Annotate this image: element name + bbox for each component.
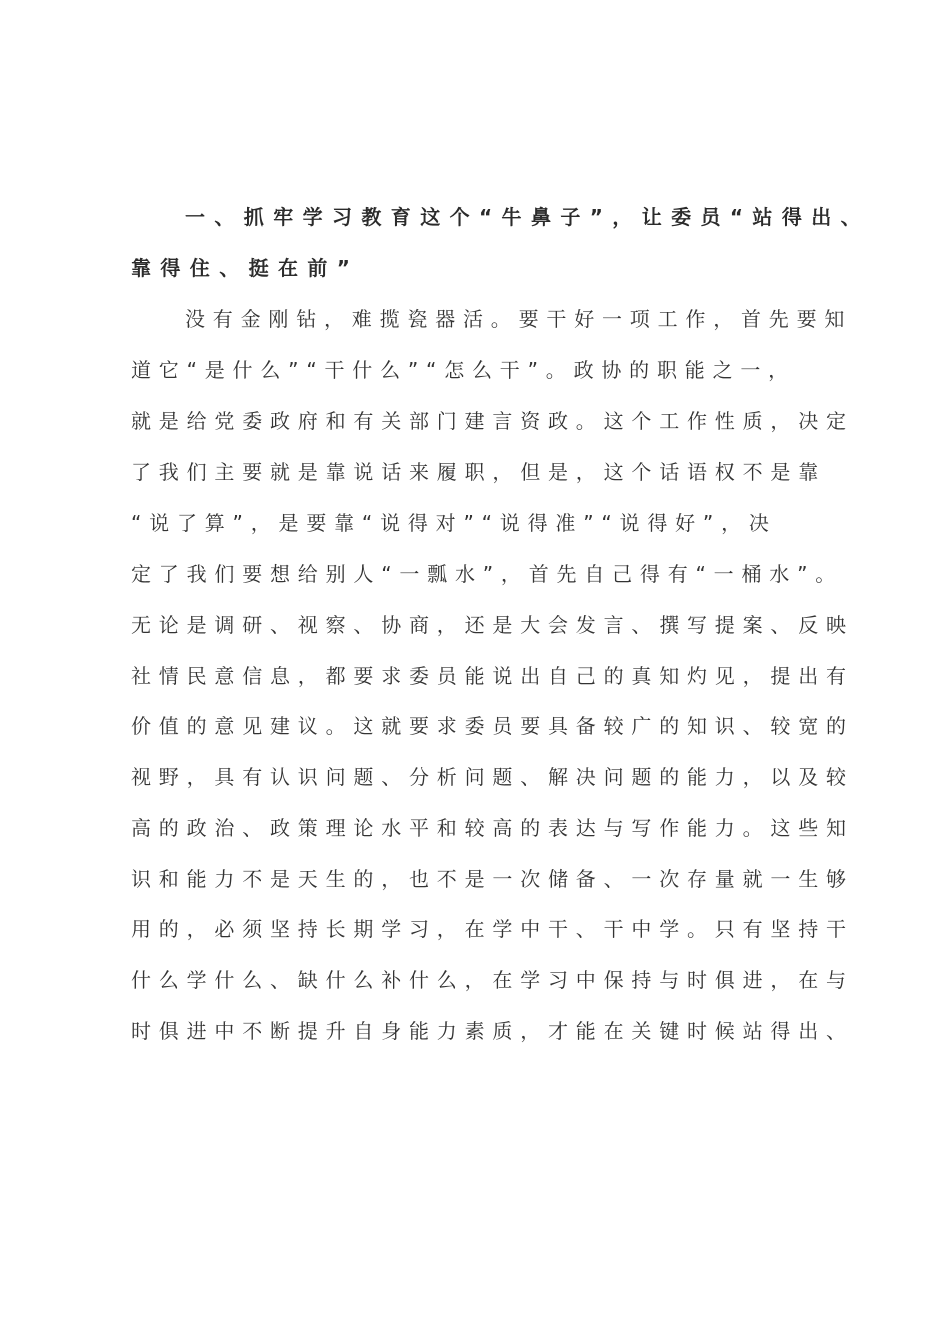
paragraph-line-14: 什么学什么、缺什么补什么，在学习中保持与时俱进，在与 [131, 968, 854, 992]
paragraph-line-2: 道它“是什么”“干什么”“怎么干”。政协的职能之一， [131, 358, 796, 382]
section-heading-line-1: 一、抓牢学习教育这个“牛鼻子”，让委员“站得出、 [185, 205, 871, 229]
paragraph-line-7: 无论是调研、视察、协商，还是大会发言、撰写提案、反映 [131, 613, 854, 637]
paragraph-line-15: 时俱进中不断提升自身能力素质，才能在关键时候站得出、 [131, 1019, 854, 1043]
paragraph-line-12: 识和能力不是天生的，也不是一次储备、一次存量就一生够 [131, 867, 854, 891]
paragraph-line-3: 就是给党委政府和有关部门建言资政。这个工作性质，决定 [131, 409, 854, 433]
paragraph-line-5: “说了算”，是要靠“说得对”“说得准”“说得好”，决 [131, 511, 777, 535]
paragraph-line-9: 价值的意见建议。这就要求委员要具备较广的知识、较宽的 [131, 714, 854, 738]
paragraph-line-13: 用的，必须坚持长期学习，在学中干、干中学。只有坚持干 [131, 917, 854, 941]
paragraph-line-1: 没有金刚钻，难揽瓷器活。要干好一项工作，首先要知 [185, 307, 853, 331]
paragraph-line-8: 社情民意信息，都要求委员能说出自己的真知灼见，提出有 [131, 664, 854, 688]
paragraph-line-4: 了我们主要就是靠说话来履职，但是，这个话语权不是靠 [131, 460, 826, 484]
paragraph-line-11: 高的政治、政策理论水平和较高的表达与写作能力。这些知 [131, 816, 854, 840]
paragraph-line-10: 视野，具有认识问题、分析问题、解决问题的能力，以及较 [131, 765, 854, 789]
section-heading-line-2: 靠得住、挺在前” [131, 256, 360, 280]
paragraph-line-6: 定了我们要想给别人“一瓢水”，首先自己得有“一桶水”。 [131, 562, 844, 586]
